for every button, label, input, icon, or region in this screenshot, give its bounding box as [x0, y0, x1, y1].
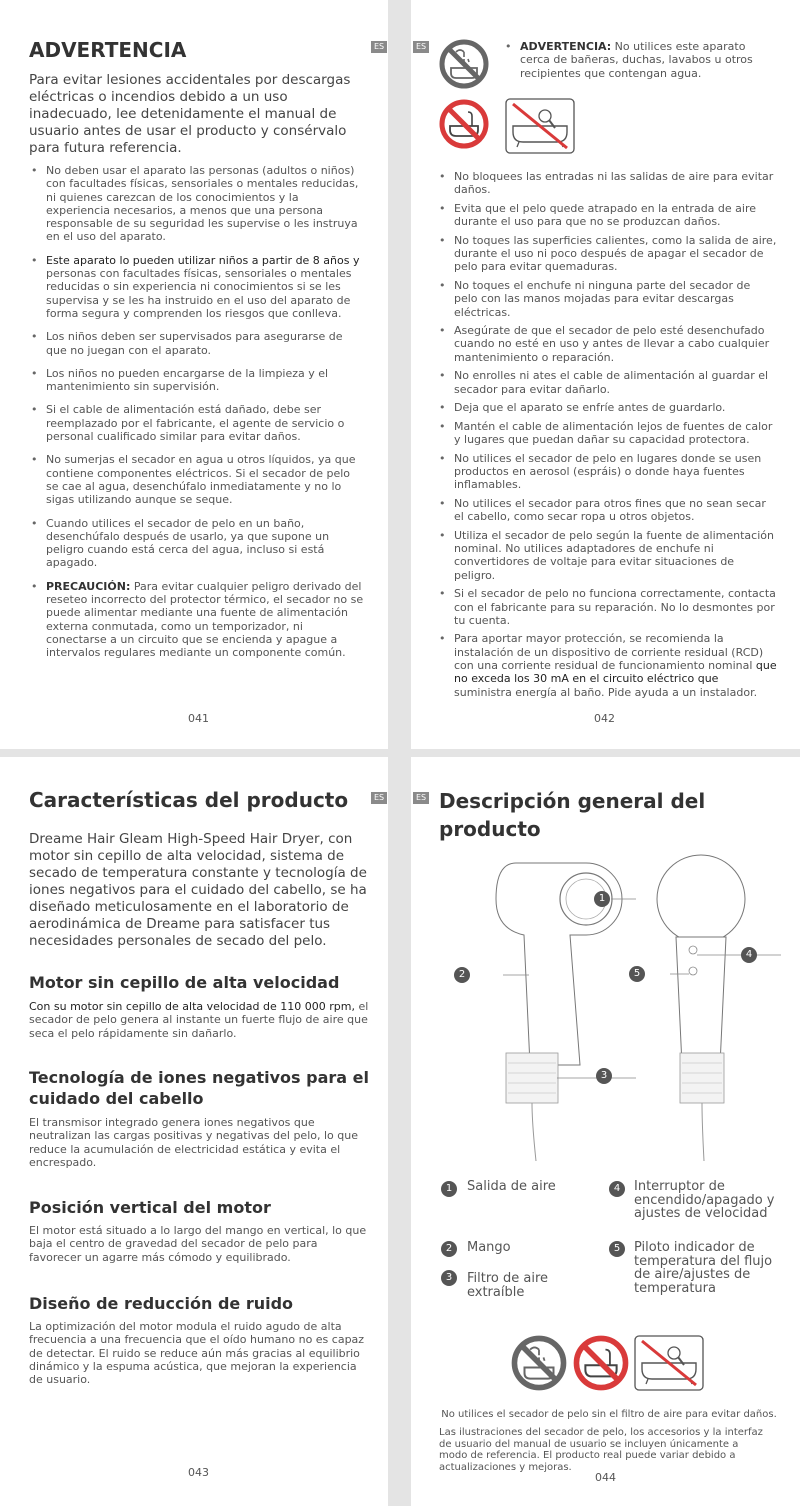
caution-label: PRECAUCIÓN: — [46, 579, 131, 593]
callout-5: 5 — [629, 966, 645, 982]
warning-list — [29, 164, 365, 670]
hair-dryer-diagram — [451, 853, 791, 1173]
legend-label-air-outlet: Salida de aire — [467, 1179, 556, 1194]
no-shower-bath-icon — [510, 1334, 568, 1392]
page-number: 041 — [188, 712, 209, 725]
disclaimer-note: Las ilustraciones del secador de pelo, los accesorios y la interfaz de usuario del manual de usuario se incluyen únicamente a modo de referencia. El producto real puede variar debido a actualizaciones y mejoras. — [439, 1427, 763, 1473]
section-text: El transmisor integrado genera iones negativos que neutralizan las cargas positivas y negativas del pelo, lo que reduce la acumulación de electricidad estática y evita el encrespado. — [29, 1116, 358, 1169]
warning-label: ADVERTENCIA: — [520, 40, 612, 53]
legend-label-handle: Mango — [467, 1240, 511, 1255]
dryer-in-bathtub-icon — [505, 98, 575, 154]
language-tag: ES — [413, 792, 429, 804]
legend-num-4: 4 — [609, 1181, 625, 1197]
list-item: • Cuando utilices el secador de pelo en un baño, desenchúfalo después de usarlo, ya que supone un peligro cuando está cerca del agua, incluso si está apagado. — [29, 517, 365, 570]
callout-4: 4 — [741, 947, 757, 963]
list-item: • Los niños deben ser supervisados para asegurarse de que no juegan con el aparato. — [29, 330, 365, 357]
page-041 — [0, 0, 388, 749]
language-tag: ES — [413, 41, 429, 53]
list-item — [29, 254, 365, 320]
callout-1: 1 — [594, 891, 610, 907]
page-title: Descripción general del producto — [439, 789, 706, 841]
section-text: El motor está situado a lo largo del mango en vertical, lo que baja el centro de gravedad del secador de pelo para favorecer un agarre más cómodo y equilibrado. — [29, 1224, 367, 1264]
language-tag: ES — [371, 41, 387, 53]
callout-3: 3 — [596, 1068, 612, 1084]
list-item-text: personas con facultades físicas, sensoriales o mentales reducidas o sin experiencia ni conocimientos si se les supervisa y se les ha instruido en el uso del aparato de forma segura y comprenden los riesgos que conlleva. — [46, 267, 352, 320]
list-item-text: Para evitar cualquier peligro derivado del reseteo incorrecto del protector térmico, el secador no se puede alimentar mediante una fuente de alimentación externa conmutada, como un temporizador, ni conectarse a un circuito que se encienda y apague a intervalos regulares mediante un componente común. — [46, 579, 364, 660]
warning-list-top — [503, 40, 773, 90]
list-item-text: No utilices este aparato cerca de bañeras, duchas, lavabos u otros recipientes que contengan agua. — [520, 40, 753, 80]
section-text: La optimización del motor modula el ruido agudo de alta frecuencia a una frecuencia que el oído humano no es capaz de detectar. El ruido se reduce aún más gracias al equilibrio dinámico y la espuma acústica, que mejoran la experiencia de usuario. — [29, 1320, 365, 1387]
warning-list — [437, 170, 777, 704]
list-item: • Si el secador de pelo no funciona correctamente, contacta con el fabricante para su reparación. No lo desmontes por tu cuenta. — [437, 587, 777, 627]
list-item: • Asegúrate de que el secador de pelo esté desenchufado cuando no esté en uso y antes de llevar a cabo cualquier mantenimiento o reparación. — [437, 324, 777, 364]
dryer-in-bathtub-icon — [634, 1334, 704, 1392]
section-body: el secador de pelo genera al instante un fuerte flujo de aire que seca el pelo rápidamente sin dañarlo. — [29, 1000, 369, 1040]
section-lead: Con su motor sin cepillo de alta velocidad de 110 000 rpm, — [29, 1000, 355, 1013]
legend-num-1: 1 — [441, 1181, 457, 1197]
list-item-text: Para aportar mayor protección, se recomienda la instalación de un dispositivo de corriente residual (RCD) con una corriente residual de funcionamiento nominal — [454, 632, 764, 673]
list-item: • No utilices el secador de pelo en lugares donde se usen productos en aerosol (espráis) o donde haya fuentes inflamables. — [437, 452, 777, 492]
list-item: • No toques el enchufe ni ninguna parte del secador de pelo con las manos mojadas para evitar descargas eléctricas. — [437, 279, 777, 319]
list-item: • Utiliza el secador de pelo según la fuente de alimentación nominal. No utilices adaptadores de enchufe ni convertidores de voltaje para evitar situaciones de peligro. — [437, 529, 777, 582]
section-title: Tecnología de iones negativos para el cuidado del cabello — [29, 1068, 369, 1108]
list-item: • Evita que el pelo quede atrapado en la entrada de aire durante el uso para que no se produzcan daños. — [437, 202, 777, 229]
section-text — [29, 1000, 369, 1040]
list-item: • Los niños no pueden encargarse de la limpieza y el mantenimiento sin supervisión. — [29, 367, 365, 394]
page-title: Características del producto — [29, 788, 349, 812]
list-item — [437, 632, 777, 698]
no-bathtub-icon — [572, 1334, 630, 1392]
legend-num-5: 5 — [609, 1241, 625, 1257]
list-item — [29, 580, 365, 660]
callout-2: 2 — [454, 967, 470, 983]
list-item: • No bloquees las entradas ni las salidas de aire para evitar daños. — [437, 170, 777, 197]
list-item: • No enrolles ni ates el cable de alimentación al guardar el secador para evitar dañarlo. — [437, 369, 777, 396]
language-tag: ES — [371, 792, 387, 804]
section-title: Motor sin cepillo de alta velocidad — [29, 973, 340, 992]
legend-label-power-switch: Interruptor de encendido/apagado y ajustes de velocidad — [634, 1179, 775, 1221]
page-044 — [411, 757, 800, 1506]
no-shower-bath-icon — [438, 38, 490, 90]
list-item: • No utilices el secador para otros fines que no sean secar el cabello, como secar ropa u otros objetos. — [437, 497, 777, 524]
list-item: • No sumerjas el secador en agua u otros líquidos, ya que contiene componentes eléctricos. Si el secador de pelo se cae al agua, desenchúfalo inmediatamente y no lo sigas utilizando aunque se seque. — [29, 453, 365, 506]
no-bathtub-icon — [438, 98, 490, 150]
section-title: Posición vertical del motor — [29, 1198, 271, 1217]
page-number: 044 — [595, 1471, 616, 1484]
section-title: Diseño de reducción de ruido — [29, 1294, 294, 1313]
legend-label-air-filter: Filtro de aire extraíble — [467, 1271, 549, 1300]
list-item-lead: Este aparato lo pueden utilizar niños a partir de 8 años y — [46, 253, 360, 267]
list-item-text: suministra energía al baño. Pide ayuda a un instalador. — [454, 685, 758, 699]
page-043 — [0, 757, 388, 1506]
list-item — [503, 40, 773, 80]
list-item: • Si el cable de alimentación está dañado, debe ser reemplazado por el fabricante, el agente de servicio o personal cualificado similar para evitar daños. — [29, 403, 365, 443]
page-title: ADVERTENCIA — [29, 38, 187, 62]
list-item-emphasis: que no exceda los 30 mA en el circuito eléctrico que — [454, 659, 777, 686]
filter-note: No utilices el secador de pelo sin el filtro de aire para evitar daños. — [441, 1409, 777, 1420]
legend-num-2: 2 — [441, 1241, 457, 1257]
legend-label-temperature-indicator: Piloto indicador de temperatura del flujo de aire/ajustes de temperatura — [634, 1240, 773, 1296]
list-item: • Mantén el cable de alimentación lejos de fuentes de calor y lugares que puedan dañar su capacidad protectora. — [437, 420, 777, 447]
list-item: • No deben usar el aparato las personas (adultos o niños) con facultades físicas, sensoriales o mentales reducidas, ni quienes carezcan de los conocimientos y la experiencia necesarios, a menos que una persona responsable de su seguridad les supervise o les instruya en el uso del aparato. — [29, 164, 365, 244]
list-item: • No toques las superficies calientes, como la salida de aire, durante el uso ni poco después de apagar el secador de pelo para evitar quemaduras. — [437, 234, 777, 274]
intro-paragraph: Dreame Hair Gleam High-Speed Hair Dryer, con motor sin cepillo de alta velocidad, sistema de secado de temperatura constante y tecnología de iones negativos para el cuidado del cabello, se ha diseñado meticulosamente en el laboratorio de aerodinámica de Dreame para satisfacer tus necesidades personales de secado del pelo. — [29, 831, 367, 949]
page-number: 042 — [594, 712, 615, 725]
intro-paragraph: Para evitar lesiones accidentales por descargas eléctricas o incendios debido a un uso inadecuado, lee detenidamente el manual de usuario antes de usar el producto y consérvalo para futura referencia. — [29, 72, 351, 156]
legend-num-3: 3 — [441, 1270, 457, 1286]
list-item: • Deja que el aparato se enfríe antes de guardarlo. — [437, 401, 777, 414]
page-number: 043 — [188, 1466, 209, 1479]
page-042 — [411, 0, 800, 749]
